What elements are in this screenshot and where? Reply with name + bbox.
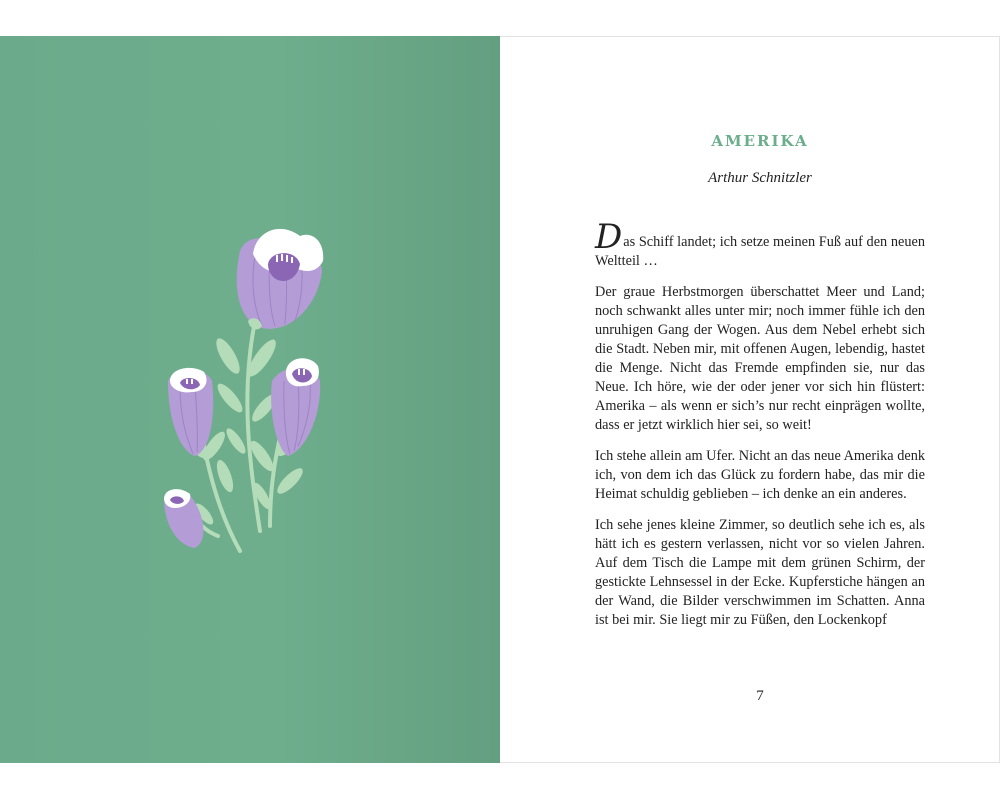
book-spread [0,36,1000,763]
page-number: 7 [756,688,764,704]
chapter-title: AMERIKA [711,132,809,150]
paragraph [595,217,925,271]
text-page [500,36,1000,763]
story-text [595,217,925,642]
paragraph: Ich stehe allein am Ufer. Nicht an das neue Amerika denk ich, von dem ich das Glück zu fordern habe, das mir die Heimat schuldig geblieben – ich denke an ein anderes. [595,448,925,502]
drop-cap: D [595,217,623,257]
paragraph: Ich sehe jenes kleine Zimmer, so deutlich sehe ich es, als hätt ich es gestern verlassen, nicht vor so vielen Jahren. Auf dem Tisch die Lampe mit dem grünen Schirm, der gestickte Lehnsessel in der Ecke. Kupferstiche hängen an der Wand, die Bilder verschwimmen im Schatten. Anna ist bei mir. Sie liegt mir zu Füßen, den Lockenkopf [595,517,925,628]
flower-left [168,368,213,456]
flower-large [237,229,324,330]
paragraph: Der graue Herbstmorgen überschattet Meer und Land; noch schwankt alles unter mir; noch immer fühle ich den unruhigen Gang der Wogen. Aus dem Nebel erhebt sich die Stadt. Neben mir, mit offenen Augen, lebendig, hastet die Menge. Nicht das Fremde empfinden sie, nur das Neue. Ich höre, wie der oder jener vor sich hin flüstert: Amerika – als wenn er sich’s nur recht einprägen wollte, dass er jetzt wirklich hier sei, so weit! [595,284,925,433]
illustration-page [0,36,500,763]
paragraph-text: as Schiff landet; ich setze meinen Fuß auf den neuen Weltteil … [595,234,925,269]
flower-illustration [0,36,500,763]
flower-small [164,489,203,548]
author-name: Arthur Schnitzler [708,170,812,186]
flower-right [271,358,320,456]
